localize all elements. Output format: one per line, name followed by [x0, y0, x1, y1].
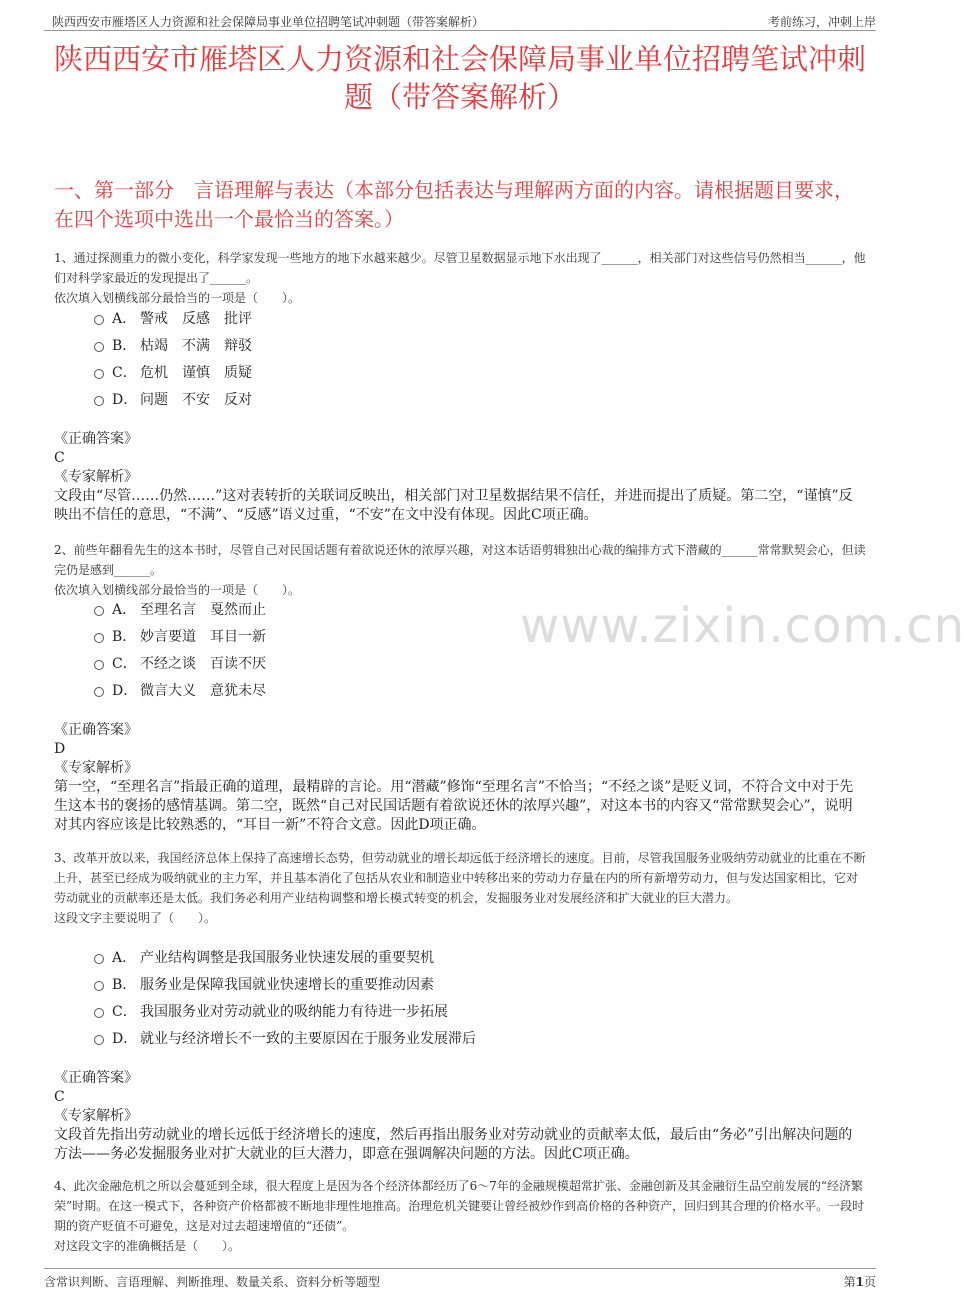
radio-icon[interactable]	[94, 687, 104, 697]
option-b[interactable]: B． 服务业是保障我国就业快速增长的重要推动因素	[94, 970, 476, 997]
radio-icon[interactable]	[94, 369, 104, 379]
question-prompt: 依次填入划横线部分最恰当的一项是（ ）。	[54, 583, 301, 597]
option-c[interactable]: C． 不经之谈 百读不厌	[94, 649, 266, 676]
question-prompt: 依次填入划横线部分最恰当的一项是（ ）。	[54, 291, 301, 305]
question-4	[54, 1176, 866, 1256]
footer-note: 含常识判断、言语理解、判断推理、数量关系、资料分析等题型	[44, 1275, 381, 1289]
radio-icon[interactable]	[94, 1008, 104, 1018]
answer-block-q3	[54, 1069, 866, 1107]
question-1	[54, 248, 866, 308]
option-a[interactable]: A． 产业结构调整是我国服务业快速发展的重要契机	[94, 943, 476, 970]
question-2	[54, 540, 866, 600]
option-d[interactable]: D． 问题 不安 反对	[94, 385, 252, 412]
question-stem: 4、此次金融危机之所以会蔓延到全球，很大程度上是因为各个经济体都经历了6～7年的金融规模超常扩张、金融创新及其金融衍生品空前发展的“经济繁荣”时期。在这一模式下，各种资产价格都被不断地非理性地推高。治理危机关键要让曾经被炒作到高价格的各种资产，回归到其合理的价格水平。一段时期的资产贬值不可避免，这是对过去超速增值的“还债”。	[54, 1179, 865, 1233]
radio-icon[interactable]	[94, 1035, 104, 1045]
option-a[interactable]: A． 至理名言 戛然而止	[94, 595, 266, 622]
page-title: 陕西西安市雁塔区人力资源和社会保障局事业单位招聘笔试冲刺题（带答案解析）	[53, 42, 866, 114]
analysis-label: 《专家解析》	[54, 760, 138, 776]
page-header	[0, 0, 920, 34]
option-c[interactable]: C． 我国服务业对劳动就业的吸纳能力有待进一步拓展	[94, 997, 476, 1024]
footer-divider	[44, 1268, 876, 1269]
question-stem: 2、前些年翻看先生的这本书时，尽管自己对民国话题有着欲说还休的浓厚兴趣，对这本话语剪辑独出心裁的编排方式下潜藏的______常常默契会心，但读完仍是感到______。	[54, 543, 866, 577]
radio-icon[interactable]	[94, 396, 104, 406]
analysis-block-q1	[54, 468, 866, 525]
radio-icon[interactable]	[94, 633, 104, 643]
question-prompt: 对这段文字的准确概括是（ ）。	[54, 1239, 241, 1253]
answer-label: 《正确答案》	[54, 1070, 138, 1086]
radio-icon[interactable]	[94, 315, 104, 325]
option-b[interactable]: B． 枯竭 不满 辩驳	[94, 331, 252, 358]
radio-icon[interactable]	[94, 981, 104, 991]
analysis-label: 《专家解析》	[54, 469, 138, 485]
answer-label: 《正确答案》	[54, 431, 138, 447]
option-c[interactable]: C． 危机 谨慎 质疑	[94, 358, 252, 385]
radio-icon[interactable]	[94, 660, 104, 670]
radio-icon[interactable]	[94, 606, 104, 616]
option-d[interactable]: D． 微言大义 意犹未尽	[94, 676, 266, 703]
section-heading: 一、第一部分 言语理解与表达（本部分包括表达与理解两方面的内容。请根据题目要求，在四个选项中选出一个最恰当的答案。）	[54, 178, 854, 231]
question-prompt: 这段文字主要说明了（ ）。	[54, 911, 217, 925]
question-3	[54, 848, 866, 928]
watermark: www.zixin.com.cn	[520, 598, 965, 654]
answer-value: C	[54, 450, 65, 466]
analysis-text: 文段由“尽管……仍然……”这对表转折的关联词反映出，相关部门对卫星数据结果不信任，并进而提出了质疑。第二空，“谨慎”反映出不信任的意思，“不满”、“反感”语义过重，“不安”在文中没有体现。因此C项正确。	[54, 488, 853, 523]
option-a[interactable]: A． 警戒 反感 批评	[94, 304, 252, 331]
analysis-text: 第一空，“至理名言”指最正确的道理，最精辟的言论。用“潜藏”修饰“至理名言”不恰当；“不经之谈”是贬义词，不符合文中对于先生这本书的褒扬的感情基调。第二空，既然“自己对民国话题有着欲说还休的浓厚兴趣”，对这本书的内容又“常常默契会心”，说明对其内容应该是比较熟悉的，“耳目一新”不符合文意。因此D项正确。	[54, 779, 854, 833]
header-slogan: 考前练习，冲刺上岸	[767, 15, 876, 29]
options-q1	[94, 304, 252, 412]
answer-block-q2	[54, 721, 866, 759]
option-d[interactable]: D． 就业与经济增长不一致的主要原因在于服务业发展滞后	[94, 1024, 476, 1051]
option-b[interactable]: B． 妙言要道 耳目一新	[94, 622, 266, 649]
answer-value: C	[54, 1089, 65, 1105]
header-doc-title: 陕西西安市雁塔区人力资源和社会保障局事业单位招聘笔试冲刺题（带答案解析）	[52, 15, 485, 29]
answer-value: D	[54, 741, 66, 757]
header-divider	[44, 30, 876, 31]
analysis-text: 文段首先指出劳动就业的增长远低于经济增长的速度，然后再指出服务业对劳动就业的贡献率太低，最后由“务必”引出解决问题的方法——务必发掘服务业对扩大就业的巨大潜力，即意在强调解决问题的方法。因此C项正确。	[54, 1127, 853, 1162]
analysis-label: 《专家解析》	[54, 1108, 138, 1124]
analysis-block-q3	[54, 1107, 866, 1164]
options-q2	[94, 595, 266, 703]
radio-icon[interactable]	[94, 342, 104, 352]
answer-block-q1	[54, 430, 866, 468]
radio-icon[interactable]	[94, 954, 104, 964]
question-stem: 3、改革开放以来，我国经济总体上保持了高速增长态势，但劳动就业的增长却远低于经济增长的速度。目前，尽管我国服务业吸纳劳动就业的比重在不断上升，甚至已经成为吸纳就业的主力军，并且基本消化了包括从农业和制造业中转移出来的劳动力存量在内的所有新增劳动力，但与发达国家相比，它对劳动就业的贡献率还是太低。我们务必利用产业结构调整和增长模式转变的机会，发掘服务业对发展经济和扩大就业的巨大潜力。	[54, 851, 866, 905]
question-stem: 1、通过探测重力的微小变化，科学家发现一些地方的地下水越来越少。尽管卫星数据显示地下水出现了______，相关部门对这些信号仍然相当______，他们对科学家最近的发现提出了______。	[54, 251, 866, 285]
answer-label: 《正确答案》	[54, 722, 138, 738]
page-number: 第1页	[843, 1275, 876, 1289]
options-q3	[94, 943, 476, 1051]
analysis-block-q2	[54, 759, 866, 835]
